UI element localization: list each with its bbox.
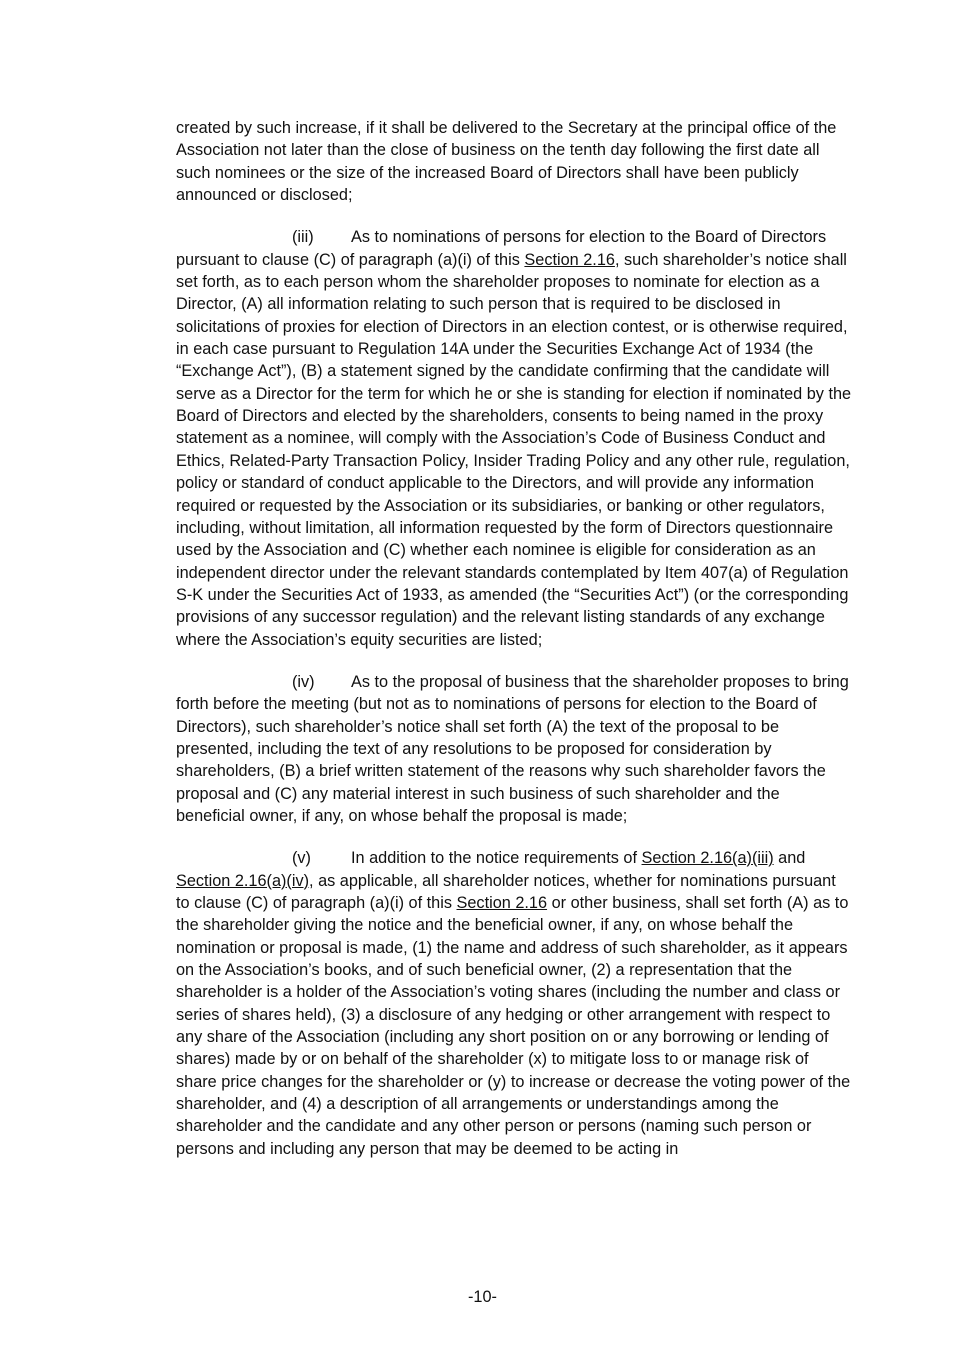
paragraph-text: , such shareholder’s notice shall set forth, as to each person whom the shareholder proposes to nominate for election as a Director, (A) all information relating to such person that is required to be disclosed in solicitations of proxies for election of Directors in an election contest, or is otherwise required, in each case pursuant to Regulation 14A under the Securities Exchange Act of 1934 (the “Exchange Act”), (B) a statement signed by the candidate confirming that the candidate will serve as a Director for the term for which he or she is standing for election if nominated by the Board of Directors and elected by the shareholders, consents to being named in the proxy statement as a nominee, will comply with the Association’s Code of Business Conduct and Ethics, Related-Party Transaction Policy, Insider Trading Policy and any other rule, regulation, policy or standard of conduct applicable to the Directors, and will provide any information required or requested by the Association or its subsidiaries, or banking or other regulators, including, without limitation, all information requested by the form of Directors questionnaire used by the Association and (C) whether each nominee is eligible for consideration as an independent director under the relevant standards contemplated by Item 407(a) of Regulation S-K under the Securities Act of 1933, as amended (the “Securities Act”) (or the corresponding provisions of any successor regulation) and the relevant listing standards of any exchange where the Association’s equity securities are listed; [176,250,852,649]
paragraph-text: , as applicable, all shareholder notices, whether for nominations pursuant to clause (C) of paragraph (a)(i) of this [176,871,836,912]
paragraph-text: and [773,849,806,868]
paragraph-text: In addition to the notice requirements of [351,849,642,868]
body-text [176,117,852,1180]
paragraph-text: As to the proposal of business that the shareholder proposes to bring forth before the meeting (but not as to nominations of persons for election to the Board of Directors), such shareholder’s notice shall set forth (A) the text of the proposal to be presented, including the text of any resolutions to be proposed for consideration by shareholders, (B) a brief written statement of the reasons why such shareholder favors the proposal and (C) any material interest in such business of such shareholder and the beneficial owner, if any, on whose behalf the proposal is made; [176,672,849,825]
section-reference: Section 2.16(a)(iv) [176,871,310,890]
section-reference: Section 2.16 [456,894,548,912]
page-number: -10- [468,1288,497,1306]
paragraph-iv [176,671,852,827]
paragraph-v [176,847,852,1160]
section-reference: Section 2.16 [524,250,615,269]
clause-number: (iii) [292,228,314,247]
paragraph-text: or other business, shall set forth (A) as to the shareholder giving the notice and the beneficial owner, if any, on whose behalf the nomination or proposal is made, (1) the name and address of such shareholder, as it appears on the Association’s books, and of such beneficial owner, (2) a representation that the shareholder is a holder of the Association’s voting shares (including the number and class or series of shares held), (3) a disclosure of any hedging or other arrangement with respect to any share of the Association (including any short position on or any borrowing or lending of shares) made by or on behalf of the shareholder (x) to mitigate loss to or manage risk of share price changes for the shareholder or (y) to increase or decrease the voting power of the shareholder, and (4) a description of all arrangements or understandings among the shareholder and the candidate and any other person or persons (naming such person or persons and including any person that may be deemed to be acting in [176,894,851,1158]
section-reference: Section 2.16(a)(iii) [641,849,774,868]
paragraph-iii [176,226,852,651]
paragraph-text: As to nominations of persons for election to the Board of Directors pursuant to clause (C) of paragraph (a)(i) of this [176,228,827,269]
clause-number: (iv) [292,672,315,691]
paragraph-text: created by such increase, if it shall be delivered to the Secretary at the principal office of the Association not later than the close of business on the tenth day following the first date all such nominees or the size of the increased Board of Directors shall have been publicly announced or disclosed; [176,119,837,205]
paragraph-continuation [176,117,852,206]
clause-number: (v) [292,849,311,868]
